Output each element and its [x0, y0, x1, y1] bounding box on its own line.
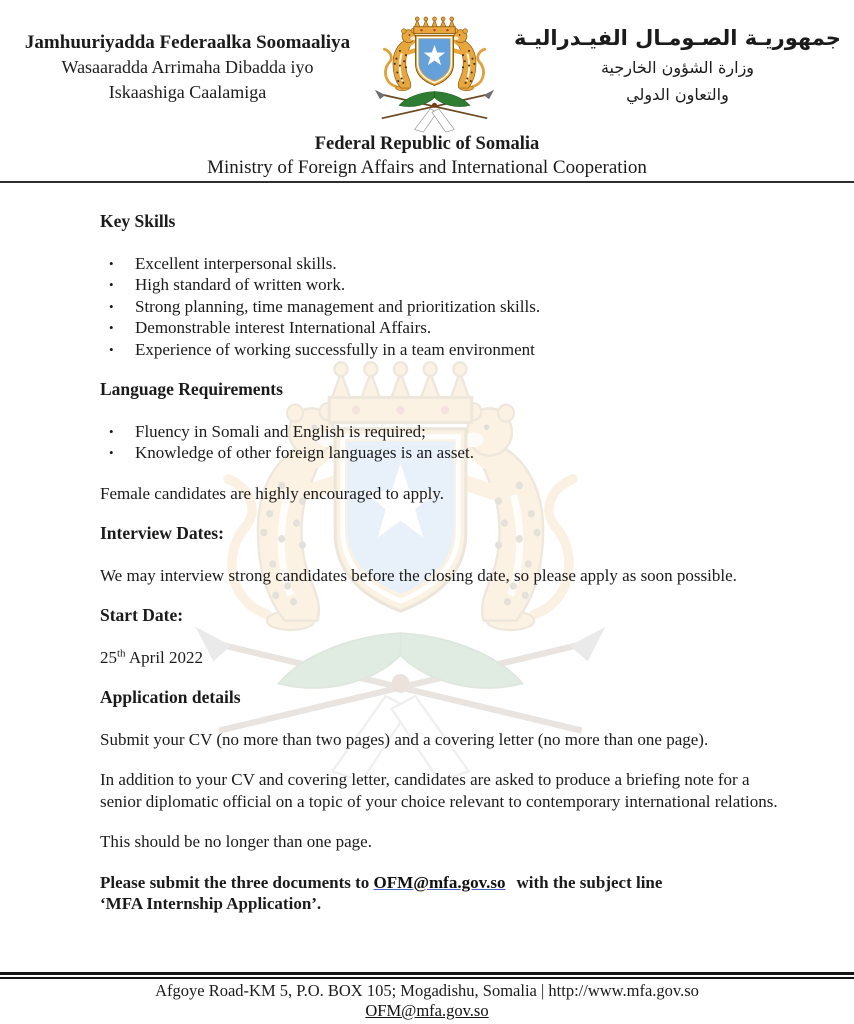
list-item-text: High standard of written work.: [135, 275, 346, 294]
female-candidates-note: Female candidates are highly encouraged to apply.: [100, 483, 444, 503]
list-item-text: Experience of working successfully in a team environment: [135, 339, 535, 359]
arabic-subtitle-1: وزارة الشؤون الخارجية: [600, 58, 755, 77]
somalia-coat-of-arms: [361, 12, 508, 133]
key-skills-list: [100, 253, 780, 361]
list-item-text: Strong planning, time management and prioritization skills.: [135, 296, 541, 316]
section-heading-language-requirements: Language Requirements: [100, 379, 283, 399]
bullet-icon: •: [109, 341, 114, 357]
submit-text-middle: with the subject line: [516, 872, 663, 892]
section-heading-key-skills: Key Skills: [100, 211, 176, 231]
bullet-icon: •: [109, 445, 114, 460]
somali-title: Jamhuuriyadda Federaalka Soomaaliya: [24, 32, 351, 53]
emblem-container: [355, 12, 513, 133]
list-item: [100, 442, 780, 464]
list-item-text: Fluency in Somali and English is required;: [135, 421, 426, 441]
list-item: [100, 339, 780, 361]
list-item-text: Knowledge of other foreign languages is an asset.: [135, 443, 474, 462]
start-date-value: [100, 647, 780, 669]
application-paragraph-1: Submit your CV (no more than two pages) and a covering letter (no more than one page).: [100, 729, 709, 749]
list-item: [100, 317, 780, 339]
section-heading-start-date: Start Date:: [100, 605, 184, 625]
list-item-text: Excellent interpersonal skills.: [135, 253, 337, 273]
somali-subtitle-2: Iskaashiga Caalamiga: [108, 82, 267, 102]
bullet-icon: •: [109, 320, 114, 335]
submit-email-link[interactable]: OFM@mfa.gov.so: [373, 872, 506, 892]
document-body: [0, 183, 854, 915]
application-paragraph-2: In addition to your CV and covering letter, candidates are asked to produce a briefing note for a senior diplomatic official on a topic of your choice relevant to contemporary international relations.: [100, 770, 778, 811]
header-arabic-block: [513, 22, 842, 108]
letterhead: [0, 0, 854, 133]
submit-instructions: [100, 872, 780, 915]
start-date-rest: April 2022: [125, 647, 204, 667]
section-heading-interview-dates: Interview Dates:: [100, 523, 224, 543]
english-title: Federal Republic of Somalia: [314, 134, 540, 154]
page-footer: [0, 972, 854, 1024]
header-english-block: [0, 133, 854, 179]
somali-subtitle-1: Wasaaradda Arrimaha Dibadda iyo: [61, 57, 314, 77]
list-item: [100, 253, 780, 275]
header-somali-block: [20, 30, 355, 105]
list-item-text: Demonstrable interest International Affairs.: [135, 318, 432, 337]
footer-email-link[interactable]: OFM@mfa.gov.so: [365, 1001, 489, 1020]
start-date-ordinal: th: [117, 646, 126, 659]
footer-address: Afgoye Road-KM 5, P.O. BOX 105; Mogadishu, Somalia | http://www.mfa.gov.so: [155, 981, 699, 1000]
language-requirements-list: [100, 421, 780, 464]
interview-dates-text: We may interview strong candidates before the closing date, so please apply as soon possible.: [100, 565, 737, 585]
list-item: [100, 274, 780, 296]
arabic-title: جمهوريـة الصـومـال الفيـدراليـة: [514, 26, 841, 50]
submit-text-prefix: Please submit the three documents to: [100, 872, 374, 892]
bullet-icon: •: [109, 255, 114, 271]
arabic-subtitle-2: والتعاون الدولي: [626, 85, 729, 104]
application-paragraph-3: This should be no longer than one page.: [100, 832, 372, 851]
list-item: [100, 421, 780, 443]
section-heading-application-details: Application details: [100, 687, 241, 707]
list-item: [100, 296, 780, 318]
english-subtitle: Ministry of Foreign Affairs and International Cooperation: [207, 157, 647, 178]
bullet-icon: •: [109, 277, 114, 292]
bullet-icon: •: [109, 298, 114, 314]
footer-divider: [0, 972, 854, 979]
bullet-icon: •: [109, 423, 114, 439]
start-date-day: 25: [100, 647, 117, 667]
submit-text-quote: ‘MFA Internship Application’.: [100, 894, 322, 913]
